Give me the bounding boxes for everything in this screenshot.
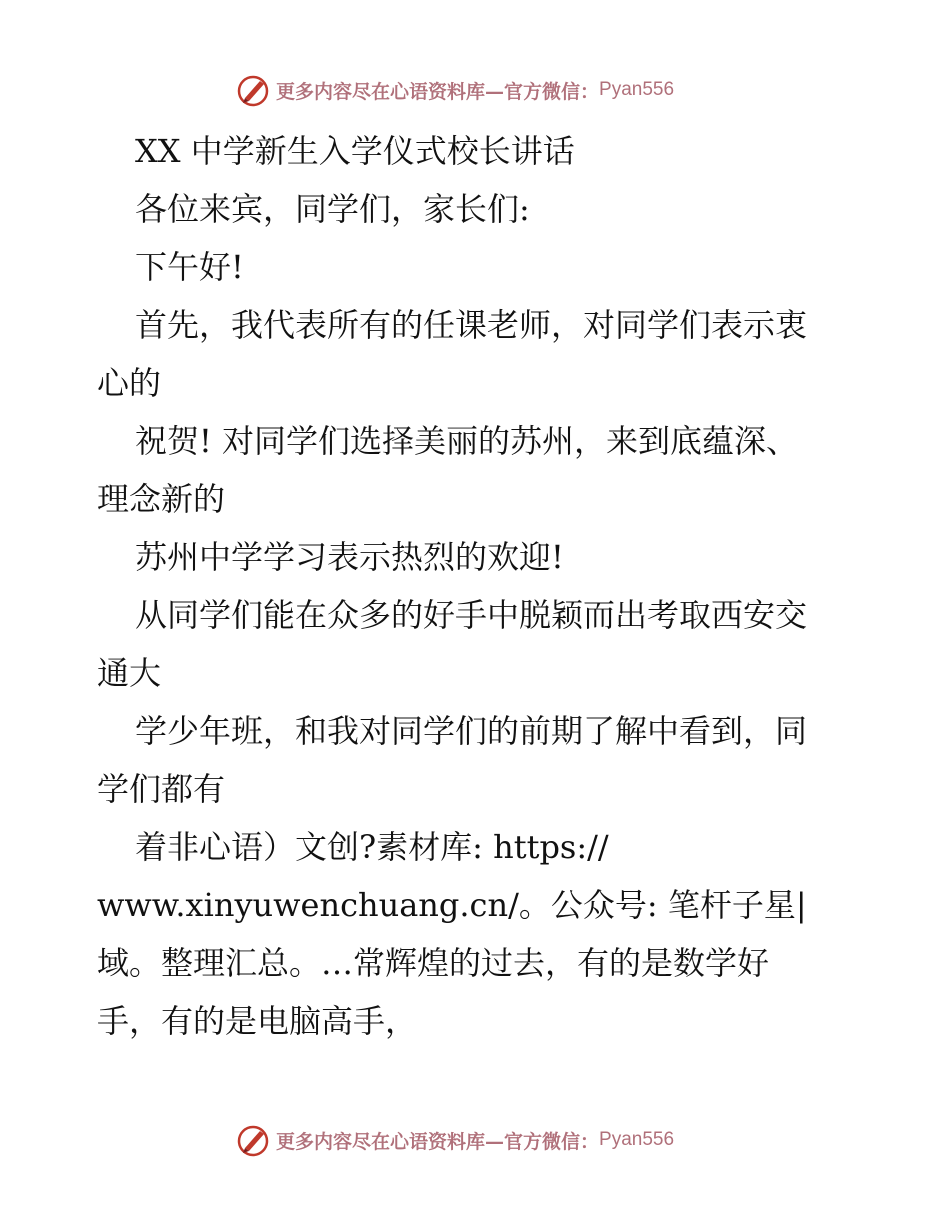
doc-line: 心的: [97, 364, 162, 402]
red-pen-logo-icon: [236, 1123, 270, 1157]
doc-line: 从同学们能在众多的好手中脱颖而出考取西安交: [135, 596, 808, 634]
banner-wechat-id: Pyan556: [599, 1129, 675, 1150]
doc-line: 学少年班，和我对同学们的前期了解中看到，同: [135, 712, 808, 750]
doc-line: www.xinyuwenchuang.cn/。公众号: 笔杆子星|: [97, 886, 807, 924]
doc-line: 苏州中学学习表示热烈的欢迎!: [135, 538, 564, 576]
header-banner: [236, 72, 674, 108]
footer-banner: [236, 1122, 674, 1158]
doc-line: 手，有的是电脑高手，: [97, 1002, 418, 1040]
doc-line: 理念新的: [97, 480, 226, 518]
doc-line: 首先，我代表所有的任课老师，对同学们表示衷: [135, 306, 808, 344]
doc-line: 域。整理汇总。…常辉煌的过去，有的是数学好: [97, 944, 770, 982]
banner-site-text: 更多内容尽在心语资料库—官方微信：: [276, 1130, 600, 1153]
banner-site-text: 更多内容尽在心语资料库—官方微信：: [276, 80, 600, 103]
doc-title: XX 中学新生入学仪式校长讲话: [135, 132, 575, 170]
red-pen-logo-icon: [236, 73, 270, 107]
doc-line: 学们都有: [97, 770, 226, 808]
document-body: [97, 122, 877, 1050]
doc-line: 各位来宾，同学们，家长们:: [135, 190, 530, 228]
doc-line: 通大: [97, 654, 162, 692]
doc-line: 祝贺! 对同学们选择美丽的苏州，来到底蕴深、: [135, 422, 799, 460]
doc-line: 着非心语）文创?素材库: https://: [135, 828, 609, 866]
doc-line: 下午好!: [135, 248, 244, 286]
banner-wechat-id: Pyan556: [599, 79, 675, 100]
